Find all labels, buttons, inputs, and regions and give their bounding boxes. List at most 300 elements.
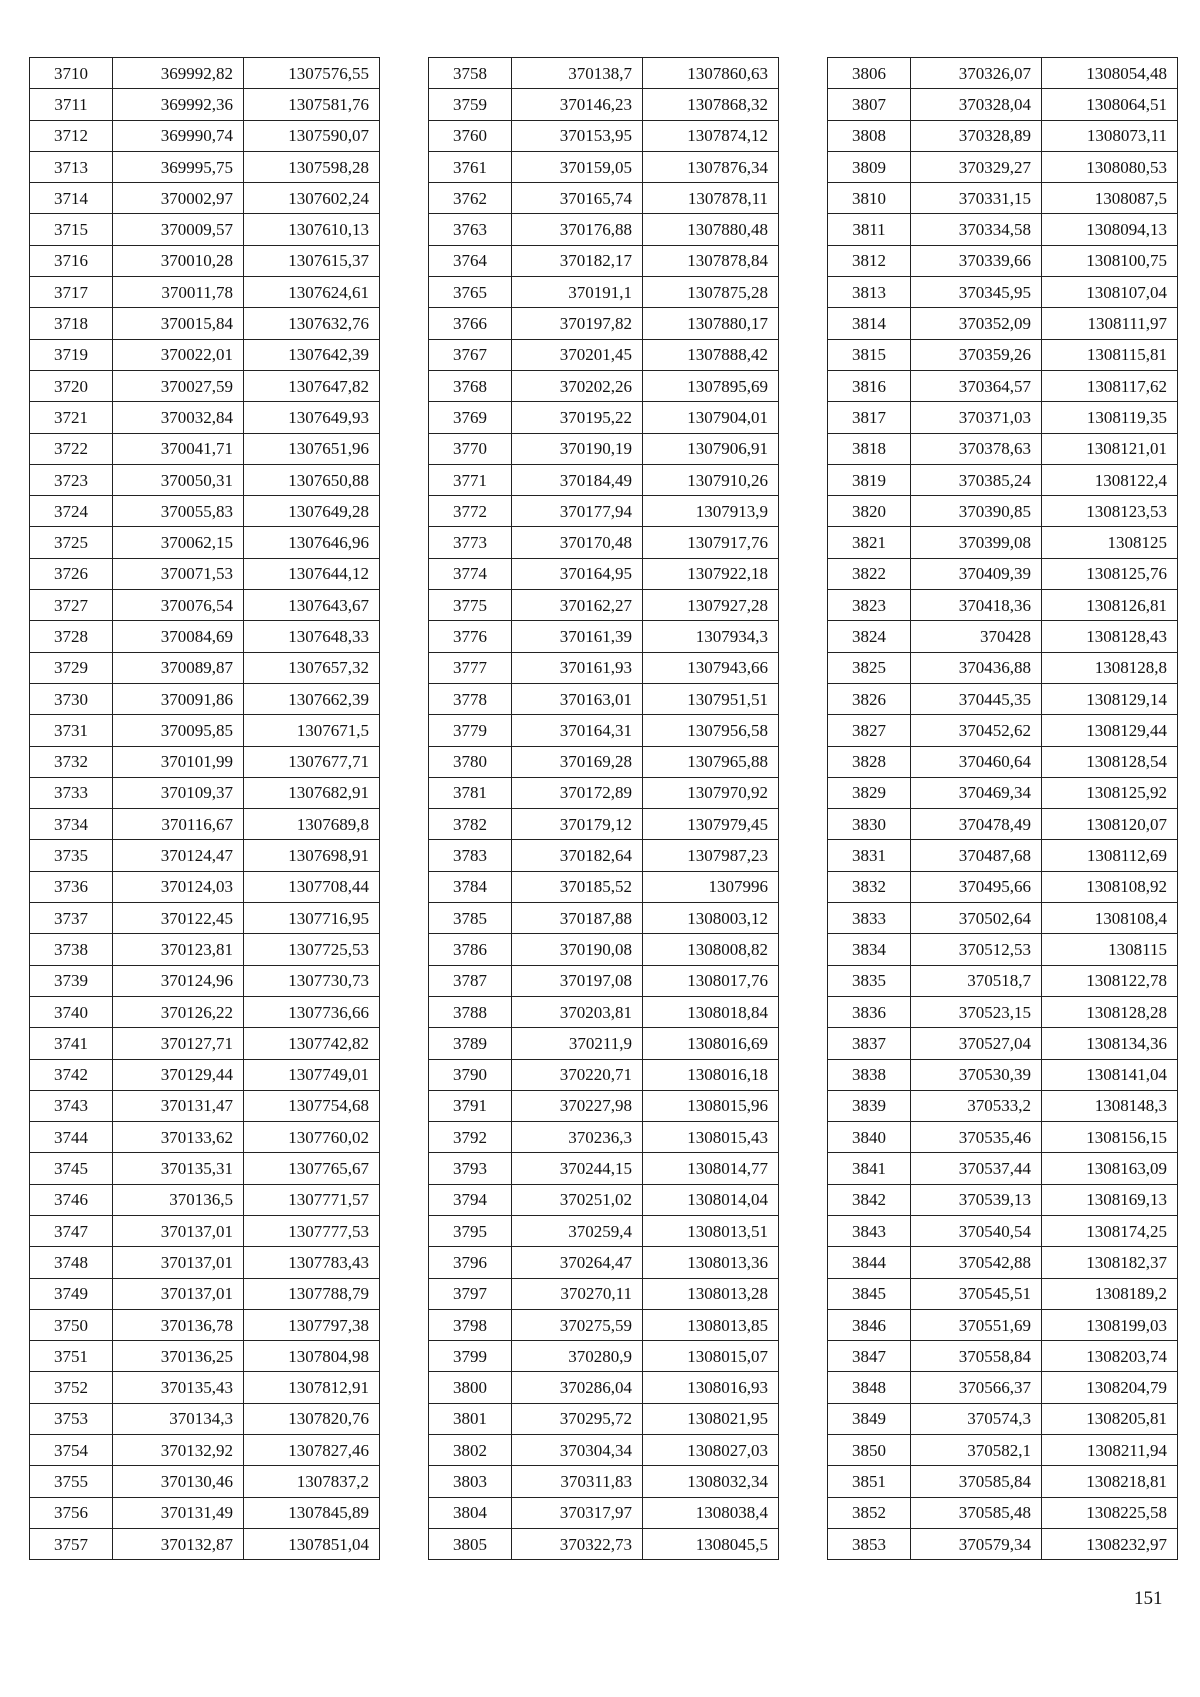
table-row (429, 1497, 779, 1528)
point-number-cell: 3851 (828, 1466, 911, 1497)
y-coordinate-cell: 1307827,46 (244, 1435, 380, 1466)
point-number-cell: 3713 (30, 151, 113, 182)
table-row (828, 433, 1178, 464)
point-number-cell: 3764 (429, 245, 512, 276)
x-coordinate-cell: 370304,34 (512, 1435, 643, 1466)
table-row (429, 1215, 779, 1246)
y-coordinate-cell: 1308016,93 (643, 1372, 779, 1403)
table-row (429, 809, 779, 840)
y-coordinate-cell: 1307682,91 (244, 777, 380, 808)
x-coordinate-cell: 369995,75 (113, 151, 244, 182)
point-number-cell: 3795 (429, 1215, 512, 1246)
table-row (828, 1372, 1178, 1403)
table-row (828, 277, 1178, 308)
table-row (429, 871, 779, 902)
table-row (828, 1466, 1178, 1497)
point-number-cell: 3719 (30, 339, 113, 370)
table-row (828, 527, 1178, 558)
x-coordinate-cell: 370002,97 (113, 183, 244, 214)
table-row (30, 1528, 380, 1559)
x-coordinate-cell: 370122,45 (113, 903, 244, 934)
table-row (429, 1435, 779, 1466)
y-coordinate-cell: 1307647,82 (244, 370, 380, 401)
x-coordinate-cell: 370487,68 (911, 840, 1042, 871)
table-row (828, 245, 1178, 276)
x-coordinate-cell: 370359,26 (911, 339, 1042, 370)
y-coordinate-cell: 1307632,76 (244, 308, 380, 339)
x-coordinate-cell: 370015,84 (113, 308, 244, 339)
y-coordinate-cell: 1308013,36 (643, 1247, 779, 1278)
point-number-cell: 3754 (30, 1435, 113, 1466)
x-coordinate-cell: 370009,57 (113, 214, 244, 245)
table-row (30, 1497, 380, 1528)
x-coordinate-cell: 370280,9 (512, 1341, 643, 1372)
point-number-cell: 3834 (828, 934, 911, 965)
x-coordinate-cell: 370409,39 (911, 558, 1042, 589)
x-coordinate-cell: 370123,81 (113, 934, 244, 965)
table-row (429, 1184, 779, 1215)
table-row (828, 308, 1178, 339)
table-row (30, 245, 380, 276)
table-row (828, 590, 1178, 621)
y-coordinate-cell: 1307771,57 (244, 1184, 380, 1215)
point-number-cell: 3715 (30, 214, 113, 245)
x-coordinate-cell: 370542,88 (911, 1247, 1042, 1278)
table-row (828, 1153, 1178, 1184)
table-row (30, 464, 380, 495)
point-number-cell: 3817 (828, 402, 911, 433)
point-number-cell: 3811 (828, 214, 911, 245)
y-coordinate-cell: 1308128,8 (1042, 652, 1178, 683)
point-number-cell: 3826 (828, 683, 911, 714)
x-coordinate-cell: 370135,31 (113, 1153, 244, 1184)
point-number-cell: 3771 (429, 464, 512, 495)
y-coordinate-cell: 1308073,11 (1042, 120, 1178, 151)
table-row (828, 777, 1178, 808)
table-row (429, 58, 779, 89)
y-coordinate-cell: 1308017,76 (643, 965, 779, 996)
point-number-cell: 3775 (429, 590, 512, 621)
y-coordinate-cell: 1307657,32 (244, 652, 380, 683)
point-number-cell: 3770 (429, 433, 512, 464)
x-coordinate-cell: 370202,26 (512, 370, 643, 401)
point-number-cell: 3738 (30, 934, 113, 965)
x-coordinate-cell: 370469,34 (911, 777, 1042, 808)
y-coordinate-cell: 1308203,74 (1042, 1341, 1178, 1372)
y-coordinate-cell: 1307725,53 (244, 934, 380, 965)
x-coordinate-cell: 370132,92 (113, 1435, 244, 1466)
x-coordinate-cell: 370127,71 (113, 1028, 244, 1059)
y-coordinate-cell: 1308126,81 (1042, 590, 1178, 621)
y-coordinate-cell: 1308163,09 (1042, 1153, 1178, 1184)
table-row (30, 1153, 380, 1184)
point-number-cell: 3807 (828, 89, 911, 120)
x-coordinate-cell: 370138,7 (512, 58, 643, 89)
point-number-cell: 3808 (828, 120, 911, 151)
x-coordinate-cell: 370182,64 (512, 840, 643, 871)
x-coordinate-cell: 370574,3 (911, 1403, 1042, 1434)
point-number-cell: 3753 (30, 1403, 113, 1434)
x-coordinate-cell: 370523,15 (911, 996, 1042, 1027)
x-coordinate-cell: 370582,1 (911, 1435, 1042, 1466)
table-row (429, 1059, 779, 1090)
point-number-cell: 3830 (828, 809, 911, 840)
point-number-cell: 3777 (429, 652, 512, 683)
x-coordinate-cell: 370124,47 (113, 840, 244, 871)
x-coordinate-cell: 370170,48 (512, 527, 643, 558)
x-coordinate-cell: 370190,19 (512, 433, 643, 464)
y-coordinate-cell: 1307820,76 (244, 1403, 380, 1434)
x-coordinate-cell: 370428 (911, 621, 1042, 652)
table-row (30, 58, 380, 89)
y-coordinate-cell: 1307878,84 (643, 245, 779, 276)
table-row (828, 1403, 1178, 1434)
point-number-cell: 3752 (30, 1372, 113, 1403)
y-coordinate-cell: 1307880,17 (643, 308, 779, 339)
y-coordinate-cell: 1307987,23 (643, 840, 779, 871)
table-row (30, 1028, 380, 1059)
y-coordinate-cell: 1308141,04 (1042, 1059, 1178, 1090)
x-coordinate-cell: 370084,69 (113, 621, 244, 652)
y-coordinate-cell: 1308122,78 (1042, 965, 1178, 996)
y-coordinate-cell: 1307979,45 (643, 809, 779, 840)
point-number-cell: 3751 (30, 1341, 113, 1372)
table-row (429, 903, 779, 934)
x-coordinate-cell: 370129,44 (113, 1059, 244, 1090)
point-number-cell: 3805 (429, 1528, 512, 1559)
y-coordinate-cell: 1307648,33 (244, 621, 380, 652)
point-number-cell: 3787 (429, 965, 512, 996)
table-row (828, 464, 1178, 495)
y-coordinate-cell: 1307650,88 (244, 464, 380, 495)
table-row (429, 590, 779, 621)
x-coordinate-cell: 370124,03 (113, 871, 244, 902)
table-row (30, 621, 380, 652)
table-row (828, 1059, 1178, 1090)
table-row (828, 871, 1178, 902)
point-number-cell: 3806 (828, 58, 911, 89)
y-coordinate-cell: 1308112,69 (1042, 840, 1178, 871)
x-coordinate-cell: 370286,04 (512, 1372, 643, 1403)
x-coordinate-cell: 370124,96 (113, 965, 244, 996)
y-coordinate-cell: 1307649,93 (244, 402, 380, 433)
point-number-cell: 3845 (828, 1278, 911, 1309)
y-coordinate-cell: 1308125 (1042, 527, 1178, 558)
y-coordinate-cell: 1308129,44 (1042, 715, 1178, 746)
point-number-cell: 3836 (828, 996, 911, 1027)
point-number-cell: 3835 (828, 965, 911, 996)
x-coordinate-cell: 370091,86 (113, 683, 244, 714)
table-row (30, 402, 380, 433)
table-row (429, 965, 779, 996)
y-coordinate-cell: 1307788,79 (244, 1278, 380, 1309)
y-coordinate-cell: 1308032,34 (643, 1466, 779, 1497)
x-coordinate-cell: 370251,02 (512, 1184, 643, 1215)
table-row (429, 558, 779, 589)
y-coordinate-cell: 1308199,03 (1042, 1309, 1178, 1340)
y-coordinate-cell: 1308108,92 (1042, 871, 1178, 902)
x-coordinate-cell: 369992,82 (113, 58, 244, 89)
y-coordinate-cell: 1308125,92 (1042, 777, 1178, 808)
point-number-cell: 3783 (429, 840, 512, 871)
table-row (30, 183, 380, 214)
table-row (828, 1341, 1178, 1372)
y-coordinate-cell: 1307927,28 (643, 590, 779, 621)
x-coordinate-cell: 370436,88 (911, 652, 1042, 683)
x-coordinate-cell: 370131,49 (113, 1497, 244, 1528)
y-coordinate-cell: 1307956,58 (643, 715, 779, 746)
point-number-cell: 3844 (828, 1247, 911, 1278)
coordinates-table-3 (827, 57, 1178, 1560)
y-coordinate-cell: 1307708,44 (244, 871, 380, 902)
y-coordinate-cell: 1308232,97 (1042, 1528, 1178, 1559)
x-coordinate-cell: 370116,67 (113, 809, 244, 840)
table-row (30, 683, 380, 714)
point-number-cell: 3766 (429, 308, 512, 339)
table-row (429, 214, 779, 245)
y-coordinate-cell: 1307646,96 (244, 527, 380, 558)
x-coordinate-cell: 370331,15 (911, 183, 1042, 214)
table-row (429, 308, 779, 339)
x-coordinate-cell: 370050,31 (113, 464, 244, 495)
point-number-cell: 3711 (30, 89, 113, 120)
y-coordinate-cell: 1307876,34 (643, 151, 779, 182)
point-number-cell: 3853 (828, 1528, 911, 1559)
y-coordinate-cell: 1308014,77 (643, 1153, 779, 1184)
x-coordinate-cell: 370153,95 (512, 120, 643, 151)
x-coordinate-cell: 370062,15 (113, 527, 244, 558)
point-number-cell: 3814 (828, 308, 911, 339)
table-row (429, 1247, 779, 1278)
x-coordinate-cell: 370329,27 (911, 151, 1042, 182)
table-row (828, 183, 1178, 214)
x-coordinate-cell: 370537,44 (911, 1153, 1042, 1184)
y-coordinate-cell: 1308119,35 (1042, 402, 1178, 433)
x-coordinate-cell: 370326,07 (911, 58, 1042, 89)
x-coordinate-cell: 370264,47 (512, 1247, 643, 1278)
y-coordinate-cell: 1307677,71 (244, 746, 380, 777)
x-coordinate-cell: 370136,5 (113, 1184, 244, 1215)
y-coordinate-cell: 1307851,04 (244, 1528, 380, 1559)
x-coordinate-cell: 370076,54 (113, 590, 244, 621)
point-number-cell: 3828 (828, 746, 911, 777)
y-coordinate-cell: 1307845,89 (244, 1497, 380, 1528)
table-row (30, 809, 380, 840)
x-coordinate-cell: 370270,11 (512, 1278, 643, 1309)
y-coordinate-cell: 1308016,18 (643, 1059, 779, 1090)
y-coordinate-cell: 1307730,73 (244, 965, 380, 996)
y-coordinate-cell: 1308125,76 (1042, 558, 1178, 589)
point-number-cell: 3728 (30, 621, 113, 652)
table-row (429, 120, 779, 151)
table-row (828, 120, 1178, 151)
point-number-cell: 3750 (30, 1309, 113, 1340)
point-number-cell: 3837 (828, 1028, 911, 1059)
table-row (429, 840, 779, 871)
y-coordinate-cell: 1308189,2 (1042, 1278, 1178, 1309)
point-number-cell: 3788 (429, 996, 512, 1027)
coordinates-table-2 (428, 57, 779, 1560)
x-coordinate-cell: 370418,36 (911, 590, 1042, 621)
y-coordinate-cell: 1308013,51 (643, 1215, 779, 1246)
point-number-cell: 3841 (828, 1153, 911, 1184)
point-number-cell: 3758 (429, 58, 512, 89)
x-coordinate-cell: 370101,99 (113, 746, 244, 777)
table-row (30, 1309, 380, 1340)
y-coordinate-cell: 1307951,51 (643, 683, 779, 714)
table-row (429, 496, 779, 527)
x-coordinate-cell: 370126,22 (113, 996, 244, 1027)
y-coordinate-cell: 1308128,54 (1042, 746, 1178, 777)
point-number-cell: 3825 (828, 652, 911, 683)
point-number-cell: 3778 (429, 683, 512, 714)
table-row (30, 652, 380, 683)
y-coordinate-cell: 1307777,53 (244, 1215, 380, 1246)
table-row (429, 1090, 779, 1121)
y-coordinate-cell: 1308211,94 (1042, 1435, 1178, 1466)
y-coordinate-cell: 1307837,2 (244, 1466, 380, 1497)
y-coordinate-cell: 1307662,39 (244, 683, 380, 714)
point-number-cell: 3717 (30, 277, 113, 308)
y-coordinate-cell: 1308013,28 (643, 1278, 779, 1309)
table-row (828, 715, 1178, 746)
point-number-cell: 3739 (30, 965, 113, 996)
y-coordinate-cell: 1307615,37 (244, 245, 380, 276)
table-row (30, 558, 380, 589)
y-coordinate-cell: 1307716,95 (244, 903, 380, 934)
point-number-cell: 3727 (30, 590, 113, 621)
point-number-cell: 3809 (828, 151, 911, 182)
table-row (429, 996, 779, 1027)
y-coordinate-cell: 1307610,13 (244, 214, 380, 245)
point-number-cell: 3780 (429, 746, 512, 777)
table-row (30, 590, 380, 621)
x-coordinate-cell: 370385,24 (911, 464, 1042, 495)
x-coordinate-cell: 370109,37 (113, 777, 244, 808)
table-row (30, 1372, 380, 1403)
x-coordinate-cell: 370161,93 (512, 652, 643, 683)
y-coordinate-cell: 1307581,76 (244, 89, 380, 120)
point-number-cell: 3839 (828, 1090, 911, 1121)
point-number-cell: 3816 (828, 370, 911, 401)
x-coordinate-cell: 370135,43 (113, 1372, 244, 1403)
table-row (828, 1247, 1178, 1278)
x-coordinate-cell: 370585,84 (911, 1466, 1042, 1497)
x-coordinate-cell: 370495,66 (911, 871, 1042, 902)
x-coordinate-cell: 370132,87 (113, 1528, 244, 1559)
point-number-cell: 3741 (30, 1028, 113, 1059)
point-number-cell: 3733 (30, 777, 113, 808)
y-coordinate-cell: 1308054,48 (1042, 58, 1178, 89)
point-number-cell: 3767 (429, 339, 512, 370)
y-coordinate-cell: 1308015,07 (643, 1341, 779, 1372)
y-coordinate-cell: 1308016,69 (643, 1028, 779, 1059)
y-coordinate-cell: 1307765,67 (244, 1153, 380, 1184)
point-number-cell: 3730 (30, 683, 113, 714)
x-coordinate-cell: 370317,97 (512, 1497, 643, 1528)
table-row (429, 1278, 779, 1309)
point-number-cell: 3815 (828, 339, 911, 370)
point-number-cell: 3813 (828, 277, 911, 308)
x-coordinate-cell: 370164,95 (512, 558, 643, 589)
y-coordinate-cell: 1308121,01 (1042, 433, 1178, 464)
table-row (429, 1528, 779, 1559)
point-number-cell: 3736 (30, 871, 113, 902)
point-number-cell: 3790 (429, 1059, 512, 1090)
point-number-cell: 3747 (30, 1215, 113, 1246)
x-coordinate-cell: 370055,83 (113, 496, 244, 527)
table-row (30, 996, 380, 1027)
point-number-cell: 3802 (429, 1435, 512, 1466)
y-coordinate-cell: 1308120,07 (1042, 809, 1178, 840)
table-row (828, 683, 1178, 714)
table-row (30, 339, 380, 370)
point-number-cell: 3799 (429, 1341, 512, 1372)
point-number-cell: 3804 (429, 1497, 512, 1528)
y-coordinate-cell: 1308128,43 (1042, 621, 1178, 652)
table-row (30, 746, 380, 777)
y-coordinate-cell: 1307797,38 (244, 1309, 380, 1340)
y-coordinate-cell: 1307874,12 (643, 120, 779, 151)
x-coordinate-cell: 370071,53 (113, 558, 244, 589)
y-coordinate-cell: 1308174,25 (1042, 1215, 1178, 1246)
point-number-cell: 3779 (429, 715, 512, 746)
y-coordinate-cell: 1307906,91 (643, 433, 779, 464)
point-number-cell: 3760 (429, 120, 512, 151)
table-row (828, 496, 1178, 527)
y-coordinate-cell: 1307895,69 (643, 370, 779, 401)
x-coordinate-cell: 370179,12 (512, 809, 643, 840)
x-coordinate-cell: 370197,08 (512, 965, 643, 996)
x-coordinate-cell: 370311,83 (512, 1466, 643, 1497)
y-coordinate-cell: 1307804,98 (244, 1341, 380, 1372)
y-coordinate-cell: 1307913,9 (643, 496, 779, 527)
y-coordinate-cell: 1307860,63 (643, 58, 779, 89)
table-row (30, 903, 380, 934)
point-number-cell: 3745 (30, 1153, 113, 1184)
point-number-cell: 3829 (828, 777, 911, 808)
point-number-cell: 3785 (429, 903, 512, 934)
x-coordinate-cell: 370130,46 (113, 1466, 244, 1497)
x-coordinate-cell: 370527,04 (911, 1028, 1042, 1059)
table-row (828, 1215, 1178, 1246)
point-number-cell: 3773 (429, 527, 512, 558)
table-row (30, 1341, 380, 1372)
point-number-cell: 3818 (828, 433, 911, 464)
table-row (828, 1278, 1178, 1309)
x-coordinate-cell: 370236,3 (512, 1122, 643, 1153)
y-coordinate-cell: 1307880,48 (643, 214, 779, 245)
x-coordinate-cell: 370502,64 (911, 903, 1042, 934)
y-coordinate-cell: 1307644,12 (244, 558, 380, 589)
table-row (828, 1122, 1178, 1153)
y-coordinate-cell: 1308218,81 (1042, 1466, 1178, 1497)
point-number-cell: 3792 (429, 1122, 512, 1153)
y-coordinate-cell: 1308115,81 (1042, 339, 1178, 370)
table-row (828, 903, 1178, 934)
table-row (429, 1341, 779, 1372)
table-row (828, 89, 1178, 120)
point-number-cell: 3718 (30, 308, 113, 339)
table-row (429, 683, 779, 714)
y-coordinate-cell: 1307671,5 (244, 715, 380, 746)
x-coordinate-cell: 370328,04 (911, 89, 1042, 120)
point-number-cell: 3735 (30, 840, 113, 871)
point-number-cell: 3850 (828, 1435, 911, 1466)
y-coordinate-cell: 1308094,13 (1042, 214, 1178, 245)
point-number-cell: 3762 (429, 183, 512, 214)
point-number-cell: 3852 (828, 1497, 911, 1528)
